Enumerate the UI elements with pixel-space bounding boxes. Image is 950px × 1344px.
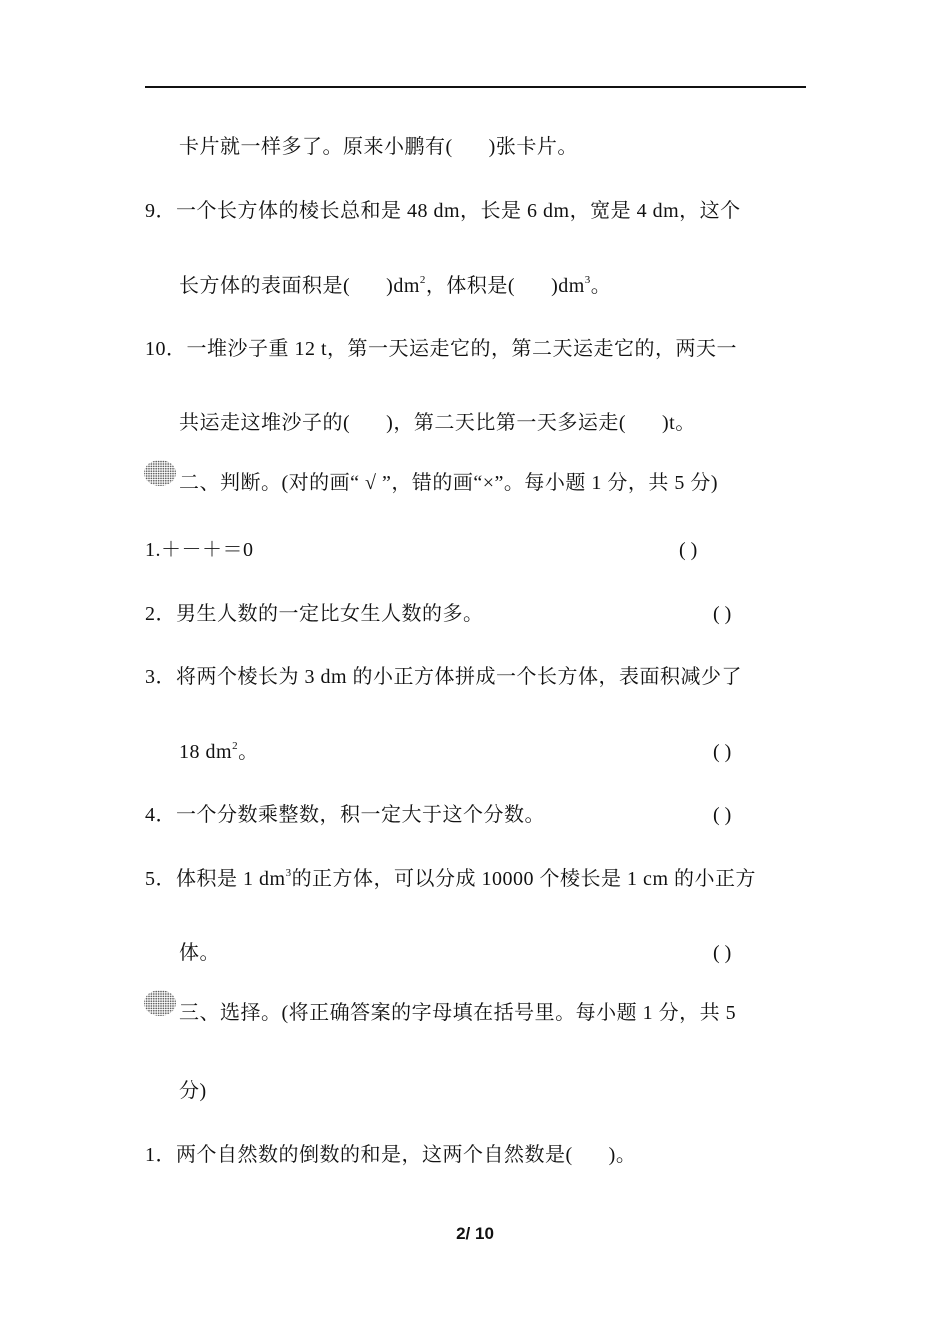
s2-item-1 bbox=[145, 537, 254, 563]
s2-item-1-text: ＋－＋＝0 bbox=[161, 539, 254, 561]
header-rule bbox=[145, 86, 806, 88]
s2-item-2 bbox=[145, 601, 484, 627]
q9-line2 bbox=[179, 273, 611, 299]
section2-title: 二、判断。(对的画“ √ ”，错的画“×”。每小题 1 分，共 5 分) bbox=[179, 472, 719, 494]
s2-item-5-text-b: 的正方体，可以分成 10000 个棱长是 1 cm 的小正方 bbox=[291, 868, 756, 890]
q10-line2 bbox=[179, 410, 696, 436]
s2-item-2-answer[interactable]: ( ) bbox=[713, 603, 732, 625]
s2-item-5-sup: 3 bbox=[285, 867, 292, 879]
s2-item-5 bbox=[145, 866, 756, 892]
s2-item-5-answer[interactable]: ( ) bbox=[713, 942, 732, 964]
s2-item-3-text: 将两个棱长为 3 dm 的小正方体拼成一个长方体，表面积减少了 bbox=[176, 666, 743, 688]
s2-item-4-answer[interactable]: ( ) bbox=[713, 804, 732, 826]
s2-item-4-number: 4． bbox=[145, 804, 176, 826]
s2-item-3-line2-a: 18 dm bbox=[179, 741, 233, 763]
s2-item-4 bbox=[145, 802, 545, 828]
q9-line1 bbox=[145, 198, 741, 224]
section-marker-icon bbox=[143, 988, 177, 1018]
q8-text-after: )张卡片。 bbox=[488, 136, 578, 158]
s3-item-1-text: 两个自然数的倒数的和是，这两个自然数是( bbox=[176, 1144, 573, 1166]
s2-item-2-text: 男生人数的一定比女生人数的多。 bbox=[176, 603, 484, 625]
q9-sup-2: 2 bbox=[419, 274, 426, 286]
q9-sup-3: 3 bbox=[584, 274, 591, 286]
s3-item-1 bbox=[145, 1142, 636, 1168]
q9-line2-b: )dm bbox=[386, 275, 420, 297]
s2-item-1-number: 1. bbox=[145, 539, 161, 561]
q9-line2-a: 长方体的表面积是( bbox=[179, 275, 351, 297]
q9-line2-c: ，体积是( bbox=[425, 275, 516, 297]
q8-text-before: 卡片就一样多了。原来小鹏有( bbox=[179, 136, 453, 158]
s2-item-3-sup: 2 bbox=[232, 740, 239, 752]
s2-item-5-number: 5． bbox=[145, 868, 176, 890]
q8-tail bbox=[179, 134, 578, 160]
s3-item-1-number: 1． bbox=[145, 1144, 176, 1166]
section3-title-line1: 三、选择。(将正确答案的字母填在括号里。每小题 1 分，共 5 bbox=[179, 1002, 737, 1024]
s3-item-1-text-end: )。 bbox=[608, 1144, 637, 1166]
s2-item-1-answer[interactable]: ( ) bbox=[679, 539, 698, 561]
s2-item-2-number: 2． bbox=[145, 603, 176, 625]
s2-item-4-text: 一个分数乘整数，积一定大于这个分数。 bbox=[176, 804, 545, 826]
q10-number: 10． bbox=[145, 338, 187, 360]
s2-item-5-text-a: 体积是 1 dm bbox=[176, 868, 286, 890]
s2-item-3 bbox=[145, 664, 742, 690]
q9-number: 9． bbox=[145, 200, 176, 222]
s2-item-3-line2 bbox=[179, 739, 259, 765]
q10-line2-c: )t。 bbox=[662, 412, 696, 434]
q10-line1 bbox=[145, 336, 737, 362]
q9-text: 一个长方体的棱长总和是 48 dm，长是 6 dm，宽是 4 dm，这个 bbox=[176, 200, 741, 222]
q9-line2-d: )dm bbox=[551, 275, 585, 297]
s2-item-3-number: 3． bbox=[145, 666, 176, 688]
s2-item-5-line2: 体。 bbox=[179, 942, 220, 964]
q10-line2-b: )，第二天比第一天多运走( bbox=[386, 412, 626, 434]
s2-item-3-answer[interactable]: ( ) bbox=[713, 741, 732, 763]
q10-text: 一堆沙子重 12 t，第一天运走它的，第二天运走它的，两天一 bbox=[186, 338, 738, 360]
page-number: 2/ 10 bbox=[456, 1224, 494, 1243]
section-marker-icon bbox=[143, 458, 177, 488]
s2-item-3-line2-b: 。 bbox=[238, 741, 259, 763]
q9-line2-e: 。 bbox=[590, 275, 612, 297]
q10-line2-a: 共运走这堆沙子的( bbox=[179, 412, 351, 434]
section3-title-line2: 分) bbox=[179, 1080, 207, 1102]
